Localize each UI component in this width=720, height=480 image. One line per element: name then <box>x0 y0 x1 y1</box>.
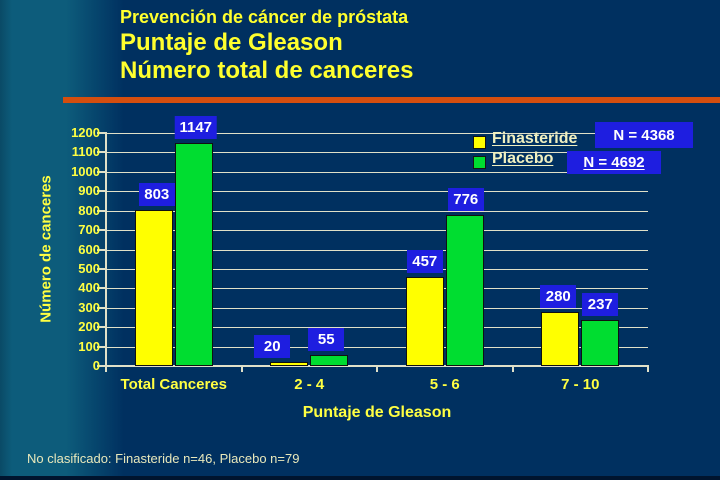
y-tick-label-100: 100 <box>78 338 100 354</box>
value-label-finasteride-2: 457 <box>407 250 443 273</box>
slide-title <box>120 5 413 85</box>
y-tick-label-1100: 1100 <box>71 144 100 160</box>
value-label-placebo-0: 1147 <box>174 116 217 139</box>
x-tick-3 <box>512 367 514 372</box>
bar-finasteride-3 <box>541 312 579 366</box>
bar-finasteride-1 <box>270 362 308 366</box>
legend-n-finasteride-value: N = 4368 <box>613 126 675 144</box>
y-tick-label-1000: 1000 <box>71 163 100 179</box>
x-tick-1 <box>241 367 243 372</box>
value-label-placebo-3: 237 <box>582 293 618 316</box>
y-tick-label-300: 300 <box>78 299 100 315</box>
legend-swatch-placebo <box>473 156 486 169</box>
y-tick-label-200: 200 <box>78 319 100 335</box>
value-label-placebo-1: 55 <box>308 328 344 351</box>
title-line-1: Prevención de cáncer de próstata <box>120 7 409 27</box>
category-label-3: 7 - 10 <box>561 376 600 393</box>
value-label-finasteride-3: 280 <box>540 285 576 308</box>
bar-placebo-1 <box>310 355 348 366</box>
bar-finasteride-0 <box>135 210 173 366</box>
footnote: No clasificado: Finasteride n=46, Placebo n=79 <box>27 451 300 466</box>
y-tick-label-1200: 1200 <box>71 125 100 140</box>
y-axis-title: Número de canceres <box>37 175 55 323</box>
title-underline-rule <box>63 97 720 103</box>
value-label-finasteride-0: 803 <box>139 183 175 206</box>
value-label-finasteride-1: 20 <box>254 335 290 358</box>
legend-label-placebo: Placebo <box>492 150 554 167</box>
bottom-edge <box>0 476 720 480</box>
bar-finasteride-2 <box>406 277 444 366</box>
category-label-0: Total Canceres <box>120 376 227 393</box>
y-tick-label-800: 800 <box>78 202 100 218</box>
y-axis-line <box>105 132 107 367</box>
y-tick-label-0: 0 <box>92 358 100 373</box>
y-tick-label-700: 700 <box>78 222 100 238</box>
bar-placebo-0 <box>175 143 213 366</box>
x-tick-4 <box>647 367 649 372</box>
value-label-placebo-2: 776 <box>448 188 484 211</box>
y-tick-label-500: 500 <box>78 260 100 276</box>
category-label-1: 2 - 4 <box>294 376 325 393</box>
category-label-2: 5 - 6 <box>429 376 460 393</box>
x-tick-0 <box>105 367 107 372</box>
y-tick-label-600: 600 <box>78 241 100 257</box>
legend-n-finasteride <box>595 122 693 148</box>
y-tick-label-400: 400 <box>78 280 100 296</box>
legend-swatch-finasteride <box>473 136 486 149</box>
bar-placebo-2 <box>446 215 484 366</box>
legend-label-finasteride: Finasteride <box>492 130 578 147</box>
title-line-3: Número total de canceres <box>120 57 414 84</box>
legend-n-placebo-value: N = 4692 <box>583 154 645 171</box>
x-axis-title: Puntaje de Gleason <box>302 404 452 421</box>
bar-placebo-3 <box>581 320 619 366</box>
y-tick-label-900: 900 <box>78 183 100 199</box>
legend-n-placebo <box>567 151 661 174</box>
x-tick-2 <box>376 367 378 372</box>
title-line-2: Puntaje de Gleason <box>120 29 343 56</box>
